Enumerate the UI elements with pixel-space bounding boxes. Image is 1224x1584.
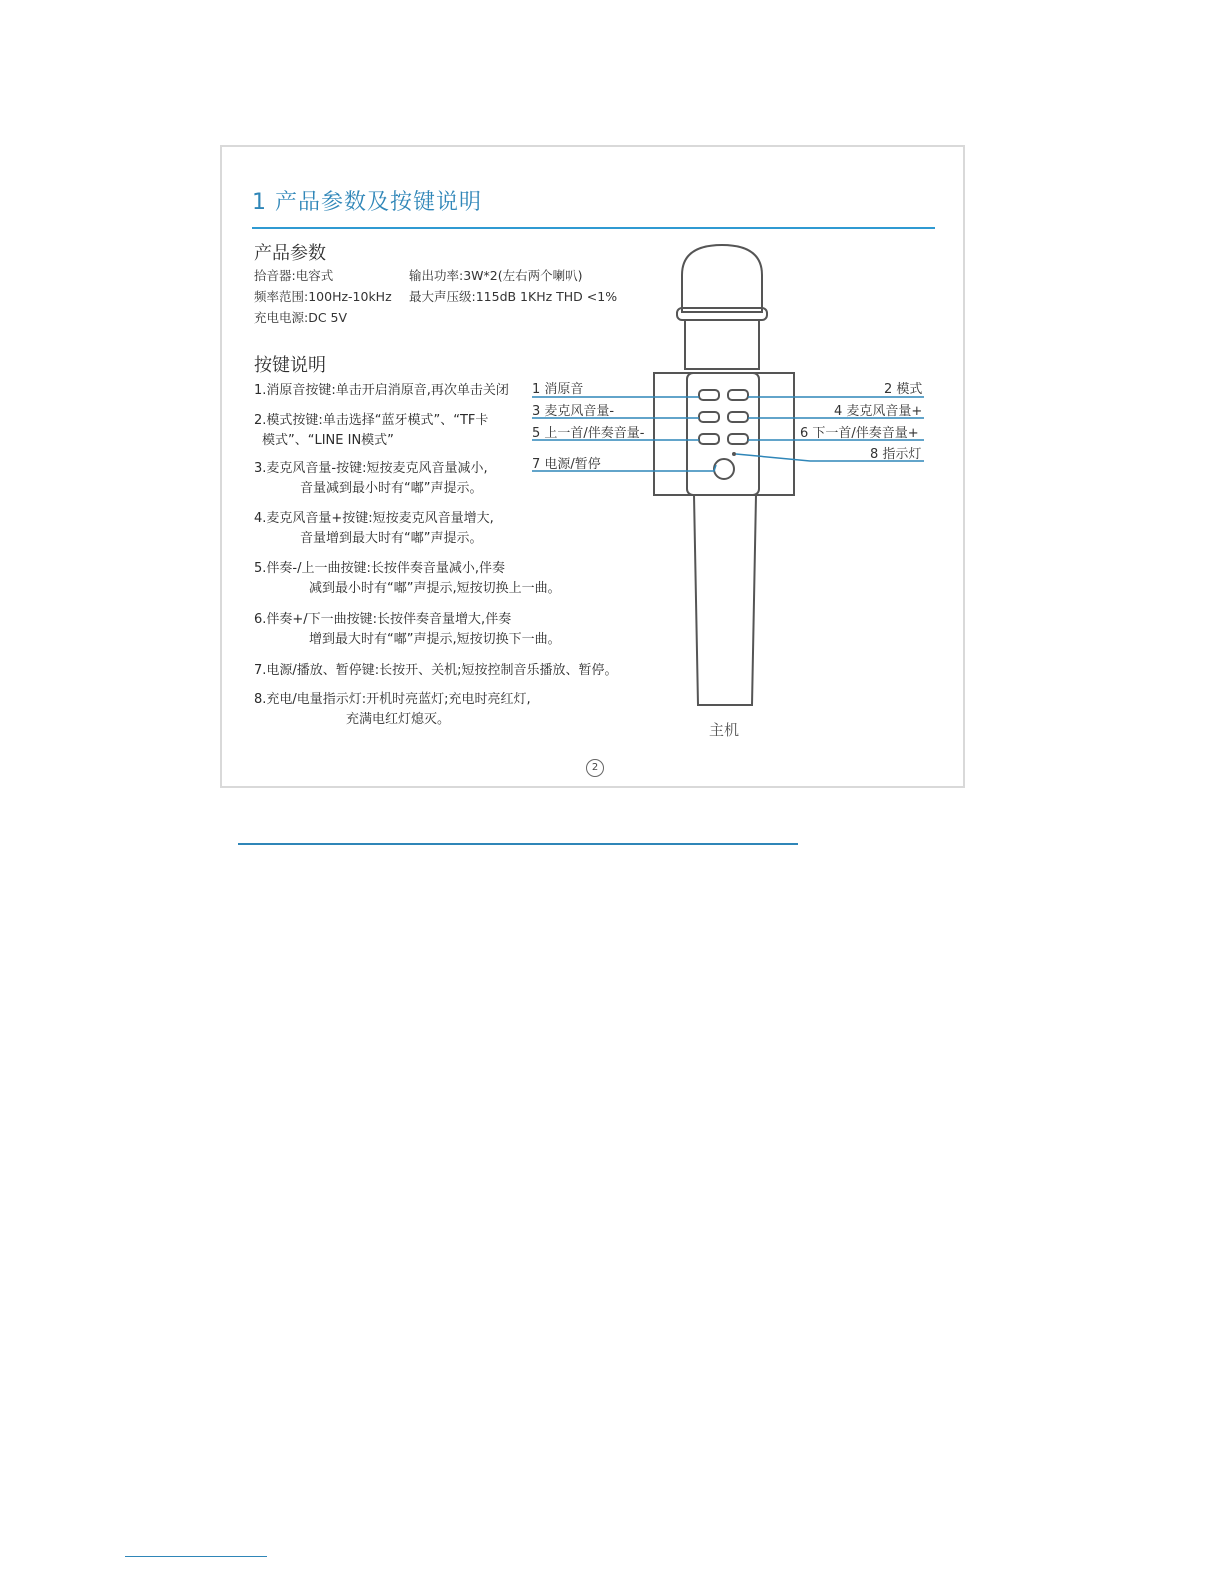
param-mic-type: 拾音器:电容式 — [254, 268, 334, 283]
mic-head-ring — [677, 308, 767, 320]
indicator-light-shape — [732, 452, 736, 456]
key-item-5-line2: 减到最小时有“嘟”声提示,短按切换上一曲。 — [309, 581, 561, 596]
param-charging-power: 充电电源:DC 5V — [254, 310, 348, 325]
callout-next-track: 6 下一首/伴奏音量+ — [800, 426, 919, 441]
key-item-6-line2: 增到最大时有“嘟”声提示,短按切换下一曲。 — [309, 632, 561, 647]
callout-prev-track: 5 上一首/伴奏音量- — [532, 426, 645, 441]
param-max-spl: 最大声压级:115dB 1KHz THD <1% — [409, 289, 618, 304]
control-panel-outline — [654, 373, 794, 495]
param-frequency-range: 频率范围:100Hz-10kHz — [254, 289, 392, 304]
prev-track-button-shape — [699, 434, 719, 444]
mic-volume-up-button-shape — [728, 412, 748, 422]
key-item-5-line1: 5.伴奏-/上一曲按键:长按伴奏音量减小,伴奏 — [254, 561, 505, 576]
key-item-3-line2: 音量减到最小时有“嘟”声提示。 — [300, 481, 483, 496]
callout-mode: 2 模式 — [884, 382, 923, 397]
key-item-2-line2: 模式”、“LINE IN模式” — [262, 433, 394, 448]
footnote-rule — [125, 1556, 267, 1557]
mic-neck — [685, 320, 759, 369]
mic-volume-down-button-shape — [699, 412, 719, 422]
power-button-shape — [714, 459, 734, 479]
callout-mute-vocal: 1 消原音 — [532, 382, 584, 397]
mode-button-shape — [728, 390, 748, 400]
key-item-8-line1: 8.充电/电量指示灯:开机时亮蓝灯;充电时亮红灯, — [254, 692, 531, 707]
mic-head-grille — [682, 245, 762, 312]
callout-mic-volume-up: 4 麦克风音量+ — [834, 404, 923, 419]
manual-page — [220, 145, 965, 788]
keys-heading: 按键说明 — [254, 355, 326, 376]
section-title: 1 产品参数及按键说明 — [252, 190, 482, 215]
params-heading: 产品参数 — [254, 243, 326, 264]
key-item-6-line1: 6.伴奏+/下一曲按键:长按伴奏音量增大,伴奏 — [254, 612, 512, 627]
key-item-4-line1: 4.麦克风音量+按键:短按麦克风音量增大, — [254, 511, 494, 526]
callout-power: 7 电源/暂停 — [532, 457, 601, 472]
key-item-4-line2: 音量增到最大时有“嘟”声提示。 — [300, 531, 483, 546]
key-item-8-line2: 充满电红灯熄灭。 — [346, 712, 451, 727]
mute-vocal-button-shape — [699, 390, 719, 400]
host-label: 主机 — [709, 721, 740, 739]
page-number: 2 — [586, 759, 604, 777]
callout-mic-volume-down: 3 麦克风音量- — [532, 404, 615, 419]
mic-handle — [694, 495, 756, 705]
callout-indicator-light: 8 指示灯 — [870, 447, 922, 462]
key-item-3-line1: 3.麦克风音量-按键:短按麦克风音量减小, — [254, 461, 488, 476]
divider-rule — [238, 843, 798, 845]
next-track-button-shape — [728, 434, 748, 444]
param-output-power: 输出功率:3W*2(左右两个喇叭) — [409, 268, 583, 283]
key-item-1-text: 1.消原音按键:单击开启消原音,再次单击关闭 — [254, 383, 509, 398]
key-item-7-text: 7.电源/播放、暂停键:长按开、关机;短按控制音乐播放、暂停。 — [254, 663, 618, 678]
key-item-2-line1: 2.模式按键:单击选择“蓝牙模式”、“TF卡 — [254, 413, 489, 428]
